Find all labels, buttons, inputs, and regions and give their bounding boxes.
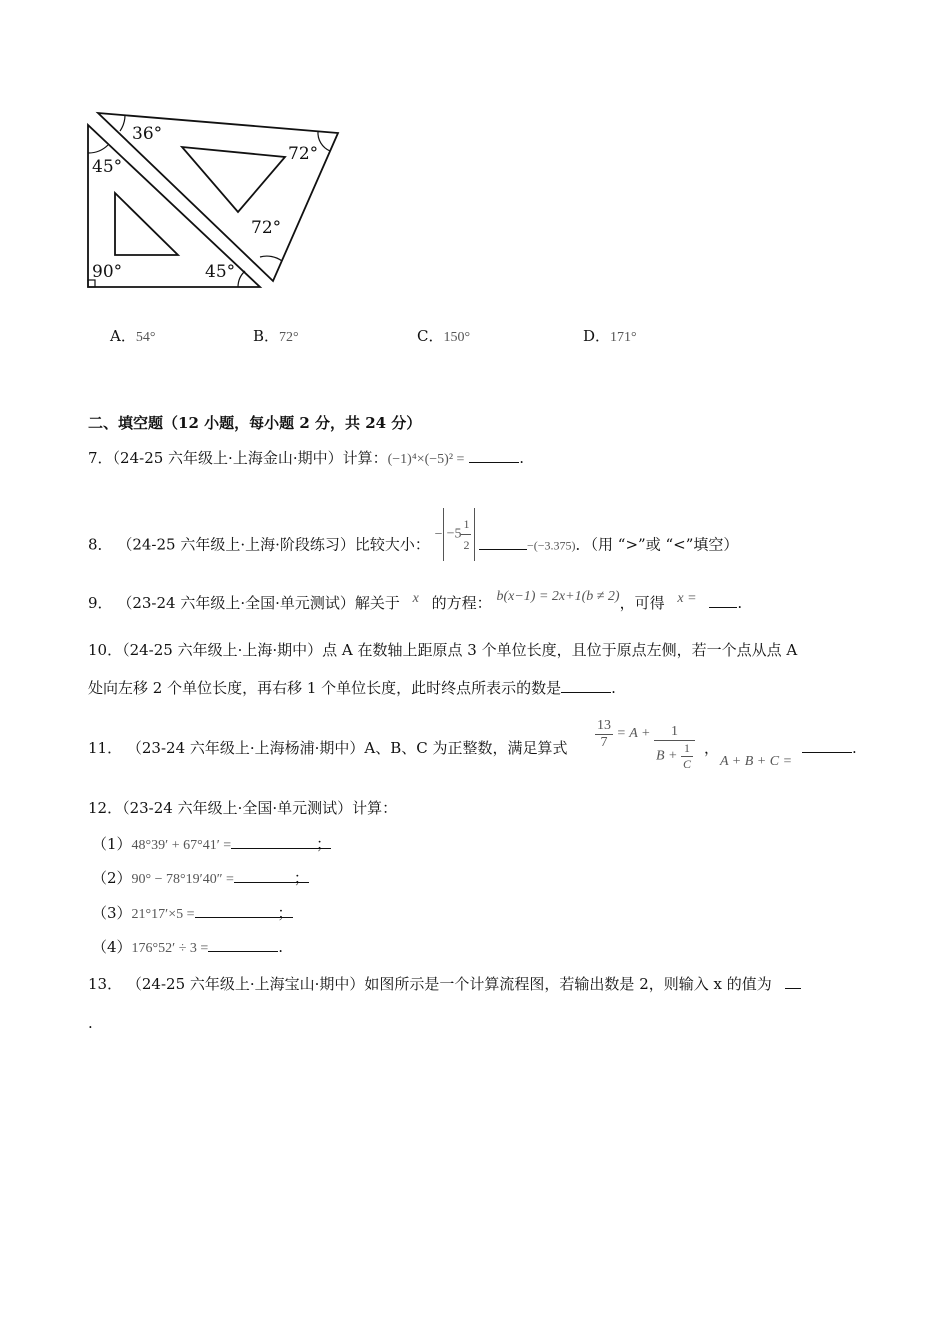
- angle-arc-36: [120, 115, 125, 131]
- answer-blank[interactable]: ；: [195, 903, 293, 918]
- q12-item-3: （3）21°17′×5 = ；: [92, 904, 293, 922]
- set-square-72-inner: [182, 147, 285, 212]
- set-square-45-inner: [115, 193, 178, 255]
- angle-label-72-bottom: 72°: [251, 218, 282, 238]
- answer-blank[interactable]: [802, 738, 852, 753]
- angle-label-45-top: 45°: [92, 157, 123, 177]
- option-a: A．54°: [110, 327, 156, 345]
- angle-label-45-bottom: 45°: [205, 262, 236, 282]
- q8-lhs: − −5 $\frac{1}{2}$: [435, 527, 479, 542]
- angle-arc-45-top: [88, 145, 108, 153]
- question-8: 8． （24-25 六年级上·上海·阶段练习）比较大小： − −5 $\frac{1}{2}$ −(−3.375)．（用 “>”或 “<”填空）: [88, 520, 738, 573]
- answer-blank[interactable]: [561, 678, 611, 693]
- answer-blank[interactable]: [208, 937, 278, 952]
- angle-arc-72-bottom: [260, 256, 282, 261]
- q12-item-1: （1）48°39′ + 67°41′ = ；: [92, 835, 332, 853]
- question-7: 7．（24-25 六年级上·上海金山·期中）计算：(−1)⁴×(−5)² = .: [88, 449, 524, 467]
- answer-blank[interactable]: ；: [231, 834, 331, 849]
- q12-item-2: （2）90° − 78°19′40″ = ；: [92, 869, 309, 887]
- question-9: 9． （23-24 六年级上·全国·单元测试）解关于 x 的方程： b(x−1) = 2x+1(b ≠ 2)，可得 x = .: [88, 589, 743, 612]
- q11-comma: ，: [704, 739, 720, 757]
- q7-expression: (−1)⁴×(−5)² =: [387, 452, 465, 467]
- q9-equation: b(x−1) = 2x+1(b ≠ 2): [496, 589, 620, 604]
- angle-label-36: 36°: [132, 124, 163, 144]
- answer-blank[interactable]: [479, 535, 527, 550]
- answer-blank[interactable]: [785, 974, 801, 989]
- option-c: C．150°: [417, 327, 471, 345]
- angle-arc-45-bottom: [238, 271, 245, 287]
- angle-label-72-top: 72°: [288, 144, 319, 164]
- answer-blank[interactable]: ；: [234, 868, 309, 883]
- question-10-line2: 处向左移 2 个单位长度，再右移 1 个单位长度，此时终点所表示的数是 .: [88, 679, 616, 697]
- question-11: 11． （23-24 六年级上·上海杨浦·期中）A、B、C 为正整数，满足算式: [88, 739, 568, 757]
- option-b: B．72°: [253, 327, 299, 345]
- q11-fraction-expr: $\frac{13}{7}$ = A + 1 B + $\frac{1}{C}$: [595, 710, 695, 758]
- angle-arc-72-top: [318, 131, 330, 151]
- question-13: 13． （24-25 六年级上·上海宝山·期中）如图所示是一个计算流程图，若输出数是 2，则输入 x 的值为: [88, 974, 801, 994]
- section-title: 二、填空题（12 小题，每小题 2 分，共 24 分）: [88, 414, 422, 432]
- q11-sum: A + B + C =: [720, 754, 793, 769]
- angle-label-90: 90°: [92, 262, 123, 282]
- q13-end: .: [88, 1014, 93, 1032]
- q11-blank: .: [802, 738, 857, 758]
- question-10-line1: 10．（24-25 六年级上·上海·期中）点 A 在数轴上距原点 3 个单位长度，且位于原点左侧，若一个点从点 A: [88, 641, 798, 659]
- answer-blank[interactable]: [709, 593, 737, 608]
- question-12: 12．（23-24 六年级上·全国·单元测试）计算：: [88, 799, 398, 817]
- q12-item-4: （4）176°52′ ÷ 3 = .: [92, 938, 284, 956]
- option-d: D．171°: [583, 327, 637, 345]
- answer-blank[interactable]: [469, 448, 519, 463]
